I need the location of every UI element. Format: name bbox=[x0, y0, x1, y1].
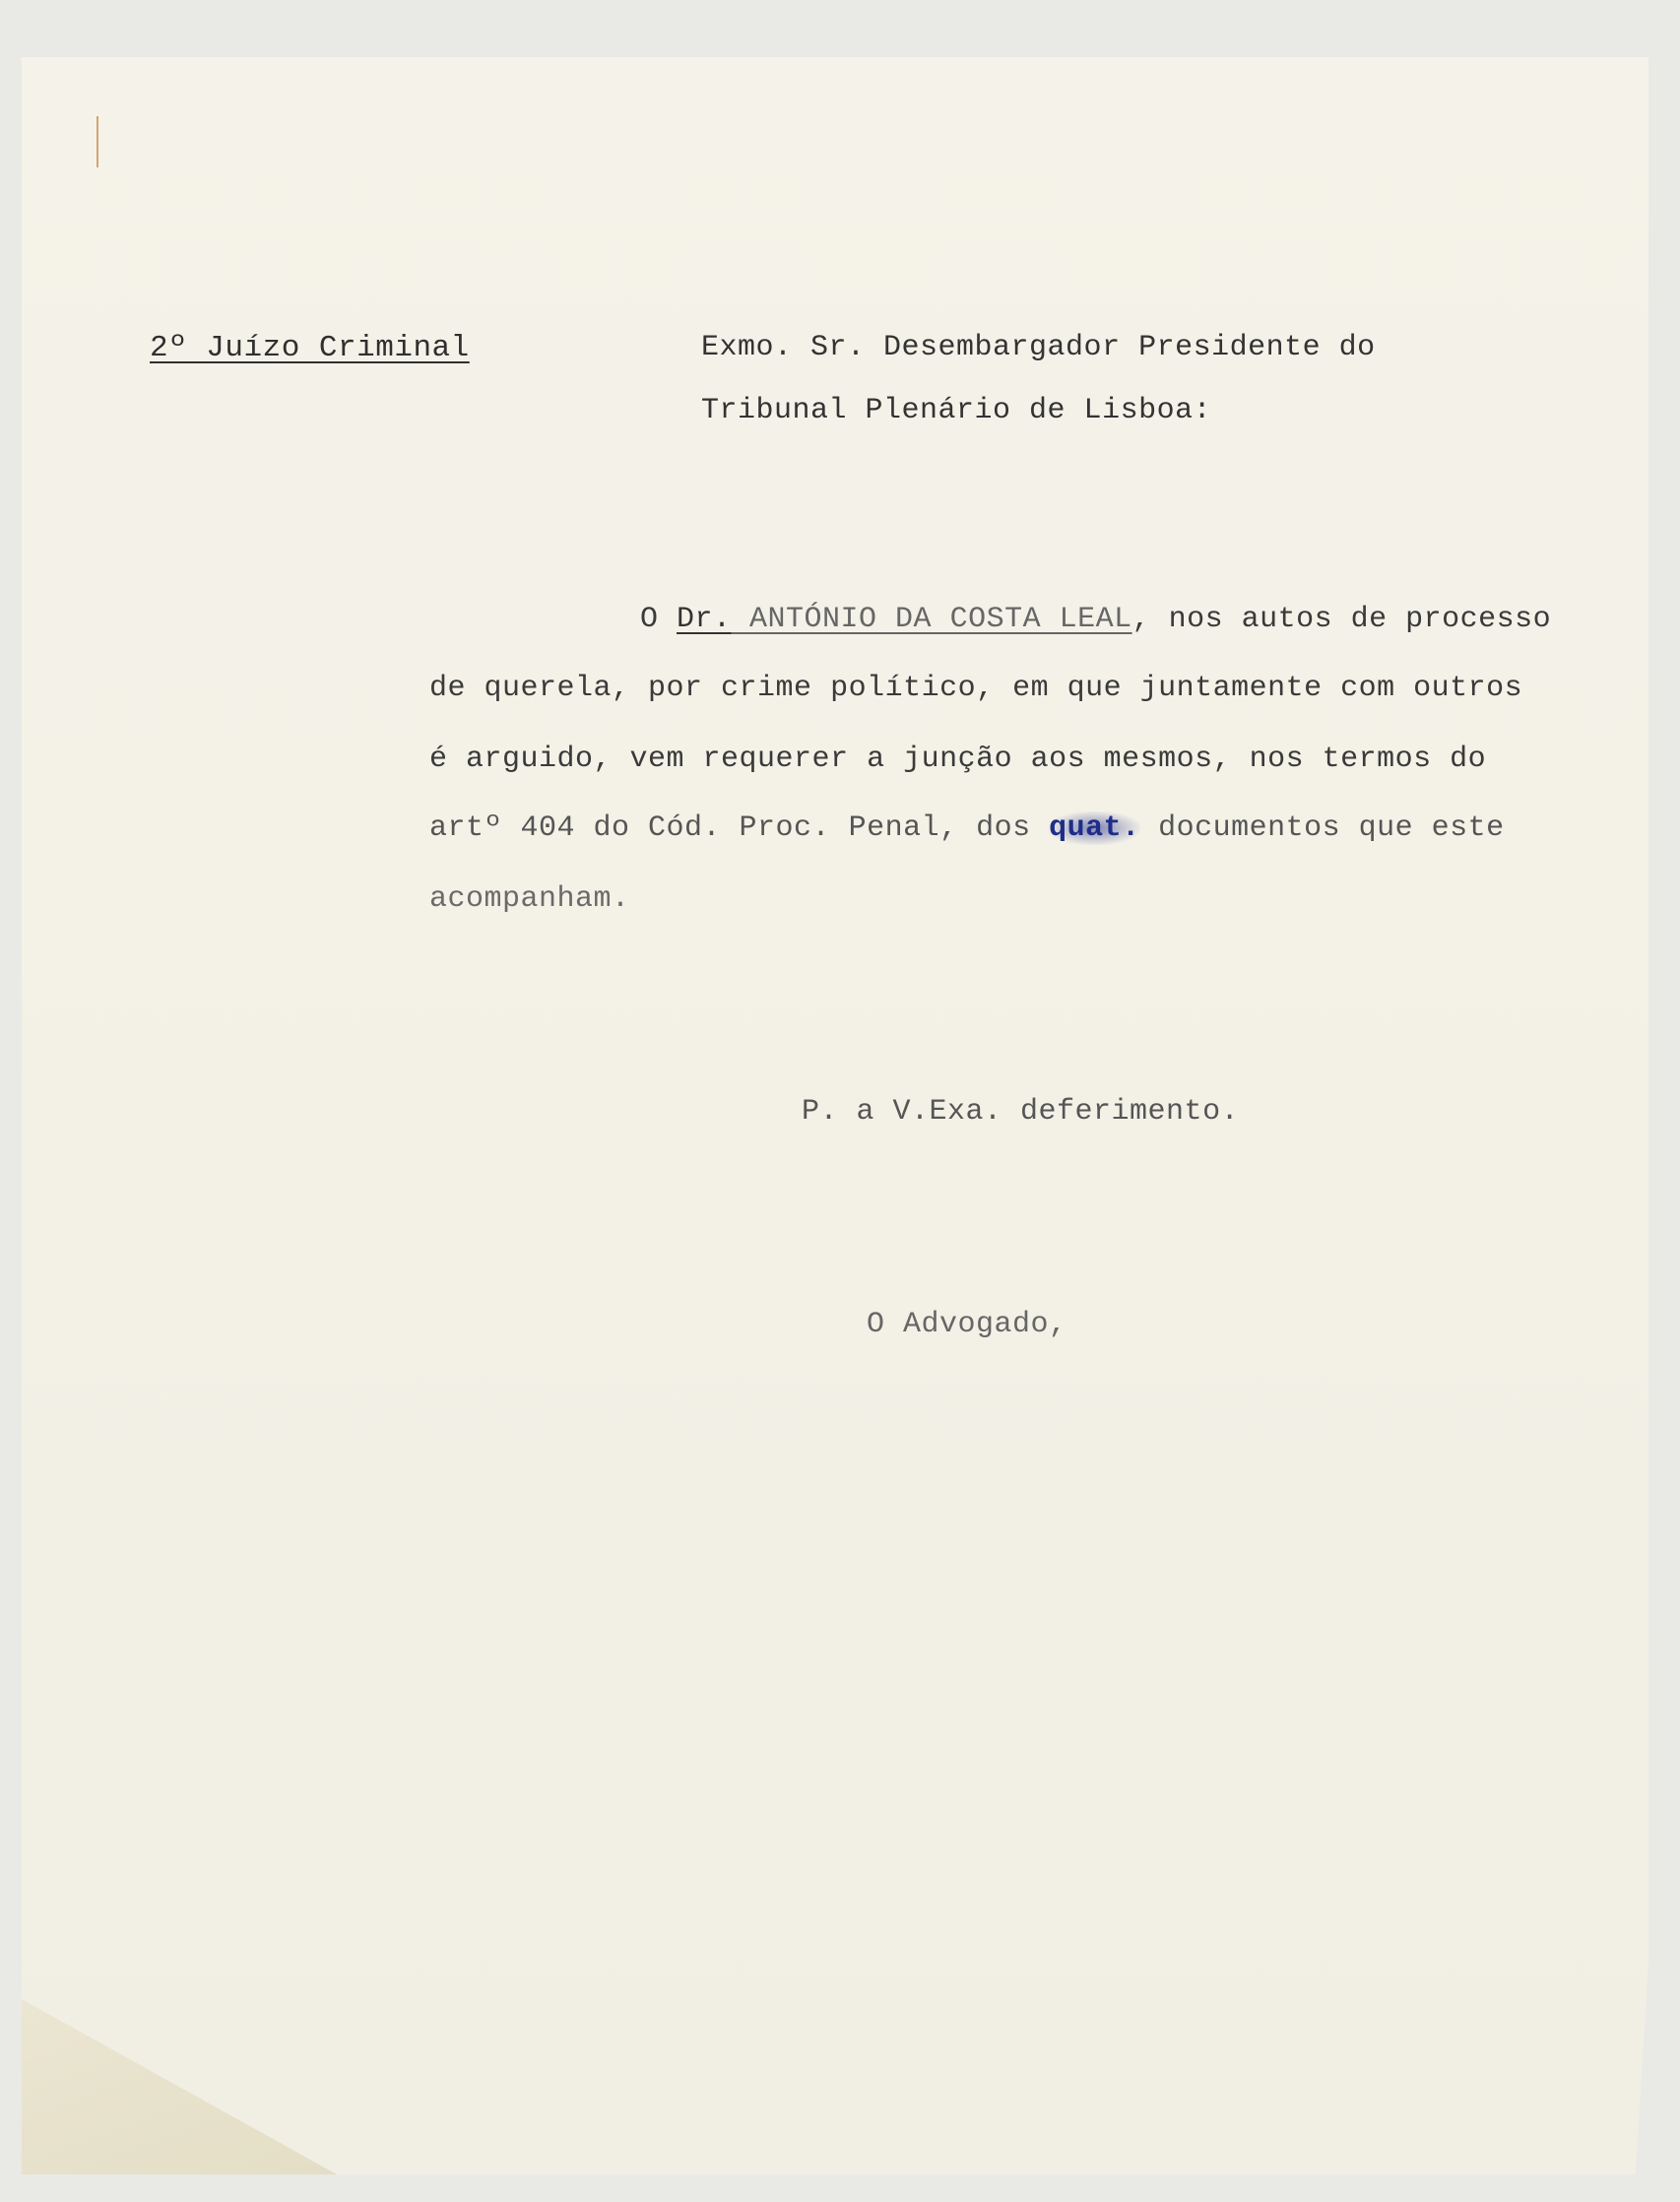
margin-mark bbox=[97, 116, 98, 167]
title-dr: Dr. bbox=[677, 603, 732, 636]
body-line-4 bbox=[429, 811, 1505, 845]
body-line-3: é arguido, vem requerer a junção aos mesmos, nos termos do bbox=[429, 743, 1487, 776]
addressee-line-2: Tribunal Plenário de Lisboa: bbox=[701, 394, 1212, 427]
body-line-1 bbox=[640, 603, 1551, 636]
body-line-1-prefix: O bbox=[640, 603, 678, 636]
body-line-4-prefix: artº 404 do Cód. Proc. Penal, dos bbox=[429, 811, 1050, 845]
body-line-2: de querela, por crime político, em que juntamente com outros bbox=[429, 672, 1523, 705]
body-line-5: acompanham. bbox=[429, 882, 630, 916]
body-line-4-suffix: documentos que este bbox=[1139, 811, 1505, 845]
body-line-1-suffix: , nos autos de processo bbox=[1131, 603, 1552, 636]
petitioner-name: ANTÓNIO DA COSTA LEAL bbox=[731, 603, 1132, 636]
court-header: 2º Juízo Criminal bbox=[150, 331, 470, 365]
closing-formula: P. a V.Exa. deferimento. bbox=[802, 1095, 1240, 1129]
struck-out-word: quat. bbox=[1049, 811, 1140, 845]
signature-label: O Advogado, bbox=[867, 1308, 1067, 1341]
addressee-line-1: Exmo. Sr. Desembargador Presidente do bbox=[701, 331, 1376, 364]
